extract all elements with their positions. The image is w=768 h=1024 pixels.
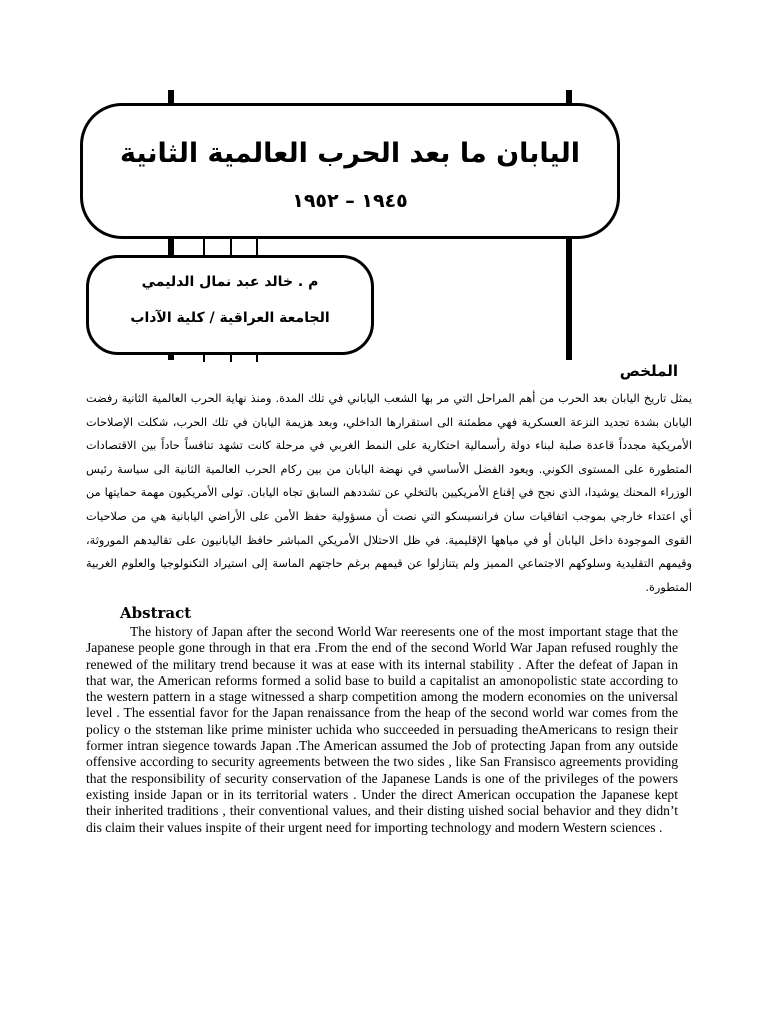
author-name: م . خالد عبد نمال الدليمي [141, 274, 319, 290]
arabic-abstract-body: يمثل تاريخ اليابان بعد الحرب من أهم المراحل التي مر بها الشعب الياباني في تلك المدة. ومنذ نهاية الحرب العالمية الثانية رفضت اليابان بشدة تجديد النزعة العسكرية فهي مطمئنة الى استقرارها الداخلي، وبعد هزيمة اليابان في تلك الحرب، شكلت الإصلاحات الأمريكية مجدداً قاعدة صلبة لبناء دولة رأسمالية احتكارية على النمط الغربي في مرحلة كانت تشهد تنافساً حاداً بين الاقتصادات المتطورة على المستوى الكوني. ويعود الفضل الأساسي في نهضة اليابان من بين ركام الحرب العالمية الثانية الى سياسة رئيس الوزراء المحنك يوشيدا، الذي نجح في إقناع الأمريكيين بالتخلي عن تشددهم السابق تجاه اليابان. تولى الأمريكيون مهمة حمايتها من أي اعتداء خارجي بموجب اتفاقيات سان فرانسيسكو التي نصت أن مسؤولية حفظ الأمن على الأراضي اليابانية هي من صلاحيات القوى الموجودة داخل اليابان أو في مياهها الإقليمية. في ظل الاحتلال الأمريكي المباشر حافظ اليابانيون على تقاليدهم الموروثة، وقيمهم التقليدية وسلوكهم الاجتماعي المميز ولم يتنازلوا عن قيمهم برغم حاجتهم الماسة إلى استيراد التكنولوجيا والعلوم الغربية المتطورة. [86, 392, 692, 594]
paper-years: ١٩٤٥ – ١٩٥٢ [292, 190, 408, 212]
english-abstract-heading: Abstract [120, 604, 192, 622]
author-box [86, 255, 374, 355]
english-abstract-body: The history of Japan after the second World War reeresents one of the most important stage that the Japanese people gone through in that era .From the end of the second World War Japan refused roughly the renewed of the military trend because it was at ease with its internal stability . After the defeat of Japan in that war, the American reforms formed a solid base to build a capitalist an amonopolistic state according to the western pattern in a stage witnessed a sharp competition among the modern economies on the universal level . The essential favor for the Japan renaissance from the heap of the second world war comes from the policy o the ststeman like prime minister uchida who succeeded in persuading theAmericans to resign their former intran siegence towards Japan .The American assumed the Job of protecting Japan from any outside offensive according to security agreements between the two sides , like San Fransisco agreements providing that the responsibility of security conservation of the Japanese Lands is one of the privileges of the powers existing inside Japan or in its territorial waters . Under the direct American occupation the Japanese kept their inherited traditions , their conventional values, and their disting uished social behavior and they didn’t dis claim their values inspite of their urgent need for importing technology and modern Western sciences . [86, 624, 678, 835]
title-box [80, 103, 620, 239]
paper-title: اليابان ما بعد الحرب العالمية الثانية [120, 138, 580, 169]
arabic-abstract-heading: الملخص [619, 362, 678, 380]
author-affiliation: الجامعة العراقية / كلية الآداب [130, 310, 330, 326]
